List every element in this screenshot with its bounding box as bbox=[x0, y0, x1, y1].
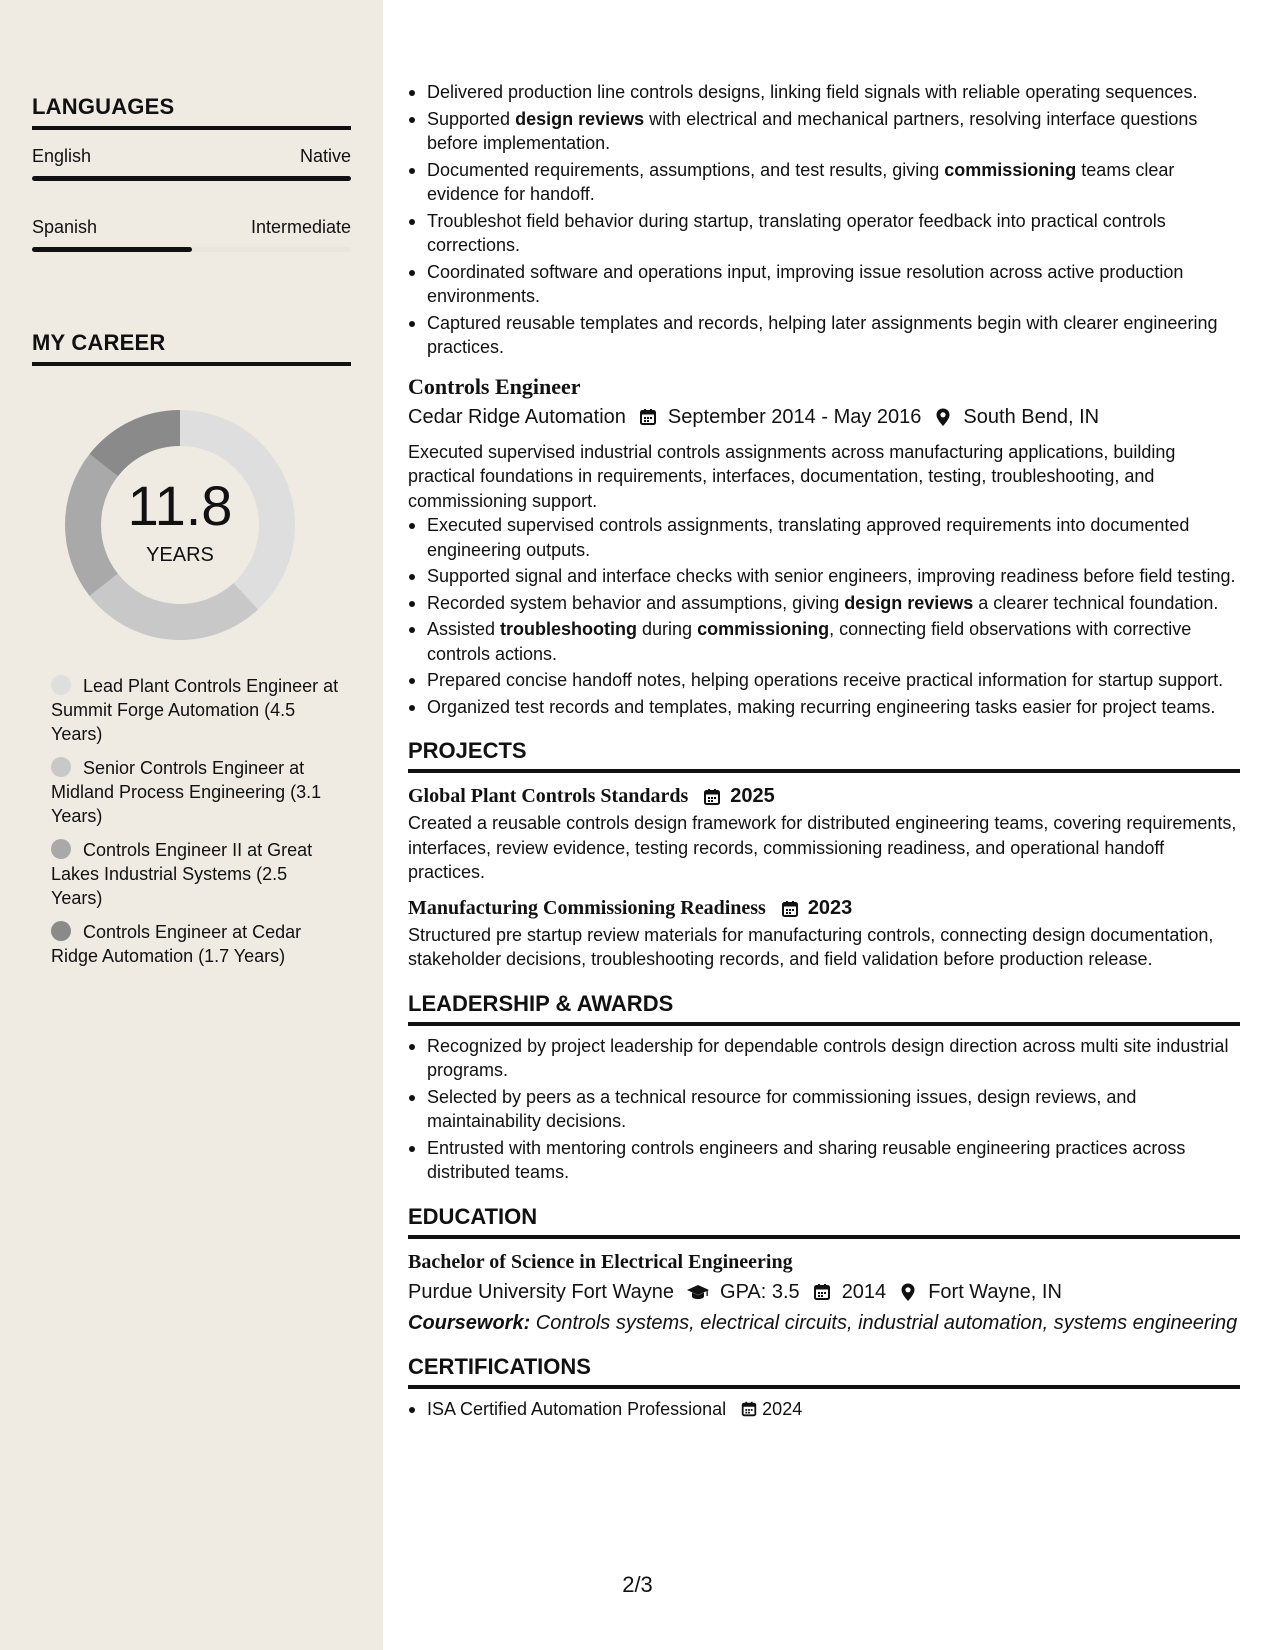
calendar-icon bbox=[740, 1400, 758, 1418]
school-name: Purdue University Fort Wayne bbox=[408, 1280, 675, 1303]
career-legend-text: Lead Plant Controls Engineer at Summit Forge Automation (4.5 Years) bbox=[51, 676, 339, 744]
award-item: Recognized by project leadership for dependable controls design direction across multi site industrial programs. bbox=[408, 1034, 1240, 1083]
bullet-keyword: commissioning bbox=[697, 619, 830, 639]
bullet-item bbox=[408, 695, 1240, 720]
calendar-icon bbox=[780, 898, 800, 918]
job-title: Controls Engineer bbox=[408, 373, 581, 399]
projects-heading: PROJECTS bbox=[408, 737, 1240, 773]
awards-heading: LEADERSHIP & AWARDS bbox=[408, 990, 1240, 1026]
bullet-item bbox=[408, 311, 1240, 360]
main-content bbox=[408, 80, 1240, 1423]
certifications-list bbox=[408, 1397, 1240, 1422]
bullet-item bbox=[408, 107, 1240, 156]
bullet-item bbox=[408, 617, 1240, 666]
job-dates: September 2014 - May 2016 bbox=[667, 405, 922, 428]
project-item bbox=[408, 781, 1240, 885]
bullet-item bbox=[408, 80, 1240, 105]
bullet-text: with electrical and mechanical partners, resolving interface questions before implementation. bbox=[427, 108, 1198, 153]
bullet-text: Supported signal and interface checks with senior engineers, improving readiness before field testing. bbox=[427, 566, 1236, 586]
calendar-icon bbox=[812, 1282, 832, 1302]
gpa: GPA: 3.5 bbox=[720, 1280, 800, 1303]
bullet-keyword: commissioning bbox=[944, 159, 1077, 180]
location-pin-icon bbox=[898, 1282, 918, 1302]
location-pin-icon bbox=[933, 407, 953, 427]
projects-list bbox=[408, 781, 1240, 972]
legend-color-dot bbox=[51, 839, 71, 859]
bullet-keyword: design reviews bbox=[515, 108, 645, 129]
graduation-year: 2014 bbox=[841, 1280, 887, 1303]
bullet-text: Documented requirements, assumptions, and test results, giving bbox=[427, 159, 945, 180]
legend-color-dot bbox=[51, 921, 71, 941]
education-meta bbox=[408, 1277, 1240, 1307]
bullet-text: Delivered production line controls designs, linking field signals with reliable operating sequences. bbox=[427, 82, 1198, 102]
legend-color-dot bbox=[51, 757, 71, 777]
language-proficiency-fill bbox=[32, 176, 351, 181]
project-year: 2025 bbox=[730, 785, 775, 807]
bullet-item bbox=[408, 158, 1240, 207]
bullet-item bbox=[408, 260, 1240, 309]
job-bullets bbox=[408, 513, 1240, 719]
education-heading: EDUCATION bbox=[408, 1203, 1240, 1239]
language-proficiency-bar bbox=[32, 176, 351, 181]
career-donut-chart bbox=[65, 410, 295, 640]
language-level: Intermediate bbox=[250, 217, 351, 237]
language-name: Spanish bbox=[32, 217, 98, 237]
bullet-text: Captured reusable templates and records, helping later assignments begin with clearer engineering practices. bbox=[427, 312, 1218, 357]
project-title: Manufacturing Commissioning Readiness bbox=[408, 896, 766, 919]
certification-item bbox=[408, 1397, 1240, 1422]
project-description: Created a reusable controls design framework for distributed engineering teams, covering requirements, interfaces, review evidence, testing records, commissioning readiness, and operational handoff practices. bbox=[408, 813, 1237, 882]
certification-year: 2024 bbox=[762, 1398, 803, 1419]
award-item: Entrusted with mentoring controls engineers and sharing reusable engineering practices across distributed teams. bbox=[408, 1136, 1240, 1185]
career-list bbox=[51, 674, 341, 968]
bullet-item bbox=[408, 564, 1240, 589]
bullet-text: Prepared concise handoff notes, helping operations receive practical information for startup support. bbox=[427, 670, 1224, 690]
career-legend-text: Controls Engineer at Cedar Ridge Automation (1.7 Years) bbox=[51, 922, 302, 966]
total-years-value: 11.8 bbox=[127, 474, 233, 537]
project-description: Structured pre startup review materials for manufacturing controls, connecting design documentation, stakeholder decisions, troubleshooting records, and field validation before production release. bbox=[408, 924, 1214, 969]
career-legend-item bbox=[51, 756, 341, 828]
calendar-icon bbox=[638, 407, 658, 427]
bullet-text: a clearer technical foundation. bbox=[973, 592, 1219, 613]
job-company: Cedar Ridge Automation bbox=[408, 405, 626, 428]
language-level: Native bbox=[299, 146, 351, 166]
language-proficiency-fill bbox=[32, 247, 192, 252]
graduation-cap-icon bbox=[686, 1282, 710, 1302]
bullet-keyword: troubleshooting bbox=[500, 619, 638, 639]
bullet-item bbox=[408, 591, 1240, 616]
bullet-keyword: design reviews bbox=[844, 592, 974, 613]
coursework-text: Controls systems, electrical circuits, industrial automation, systems engineering bbox=[530, 1311, 1238, 1334]
coursework-label: Coursework: bbox=[408, 1311, 531, 1334]
job-location: South Bend, IN bbox=[963, 405, 1100, 428]
career-legend-text: Senior Controls Engineer at Midland Process Engineering (3.1 Years) bbox=[51, 758, 322, 826]
bullet-text: Organized test records and templates, making recurring engineering tasks easier for project teams. bbox=[427, 696, 1216, 717]
language-name: English bbox=[32, 146, 92, 166]
bullet-text: Executed supervised controls assignments, translating approved requirements into documented engineering outputs. bbox=[427, 515, 1190, 560]
bullet-item bbox=[408, 668, 1240, 693]
total-years-label: YEARS bbox=[146, 544, 214, 566]
awards-list bbox=[408, 1034, 1240, 1185]
bullet-text: Assisted bbox=[427, 619, 501, 639]
languages-heading: LANGUAGES bbox=[32, 94, 351, 130]
donut-segment-1 bbox=[90, 574, 258, 640]
bullet-text: teams clear evidence for handoff. bbox=[427, 159, 1175, 204]
language-proficiency-bar bbox=[32, 247, 351, 252]
career-legend-text: Controls Engineer II at Great Lakes Industrial Systems (2.5 Years) bbox=[51, 840, 313, 908]
award-item: Selected by peers as a technical resource for commissioning issues, design reviews, and maintainability decisions. bbox=[408, 1085, 1240, 1134]
bullet-text: Coordinated software and operations input, improving issue resolution across active production environments. bbox=[427, 261, 1184, 306]
job-meta bbox=[408, 402, 1240, 432]
coursework bbox=[408, 1311, 1240, 1335]
bullet-text: during bbox=[637, 619, 698, 639]
career-heading: MY CAREER bbox=[32, 330, 351, 366]
sidebar bbox=[0, 0, 383, 1650]
certifications-heading: CERTIFICATIONS bbox=[408, 1353, 1240, 1389]
project-item bbox=[408, 893, 1240, 972]
job-description: Executed supervised industrial controls assignments across manufacturing applications, building practical foundations in requirements, interfaces, documentation, testing, troubleshooting, and commissioning support. bbox=[408, 441, 1176, 511]
project-year: 2023 bbox=[807, 896, 853, 919]
bullet-item bbox=[408, 513, 1240, 562]
bullet-text: Troubleshot field behavior during startup, translating operator feedback into practical controls corrections. bbox=[427, 210, 1166, 255]
page-number: 2/3 bbox=[622, 1572, 653, 1597]
career-legend-item bbox=[51, 674, 341, 746]
certification-name: ISA Certified Automation Professional bbox=[427, 1398, 727, 1419]
bullet-text: Recorded system behavior and assumptions, giving bbox=[427, 592, 845, 613]
bullet-item bbox=[408, 209, 1240, 258]
bullet-text: , connecting field observations with corrective controls actions. bbox=[427, 619, 1192, 664]
previous-job-bullets bbox=[408, 80, 1240, 360]
education-location: Fort Wayne, IN bbox=[928, 1280, 1062, 1303]
legend-color-dot bbox=[51, 675, 71, 695]
project-title: Global Plant Controls Standards bbox=[408, 785, 689, 807]
career-legend-item bbox=[51, 920, 341, 968]
calendar-icon bbox=[702, 786, 722, 806]
degree-title: Bachelor of Science in Electrical Engineering bbox=[408, 1250, 793, 1273]
career-legend-item bbox=[51, 838, 341, 910]
language-english bbox=[32, 144, 351, 181]
language-spanish bbox=[32, 215, 351, 252]
sidebar-content bbox=[32, 94, 351, 978]
bullet-text: Supported bbox=[427, 108, 516, 129]
